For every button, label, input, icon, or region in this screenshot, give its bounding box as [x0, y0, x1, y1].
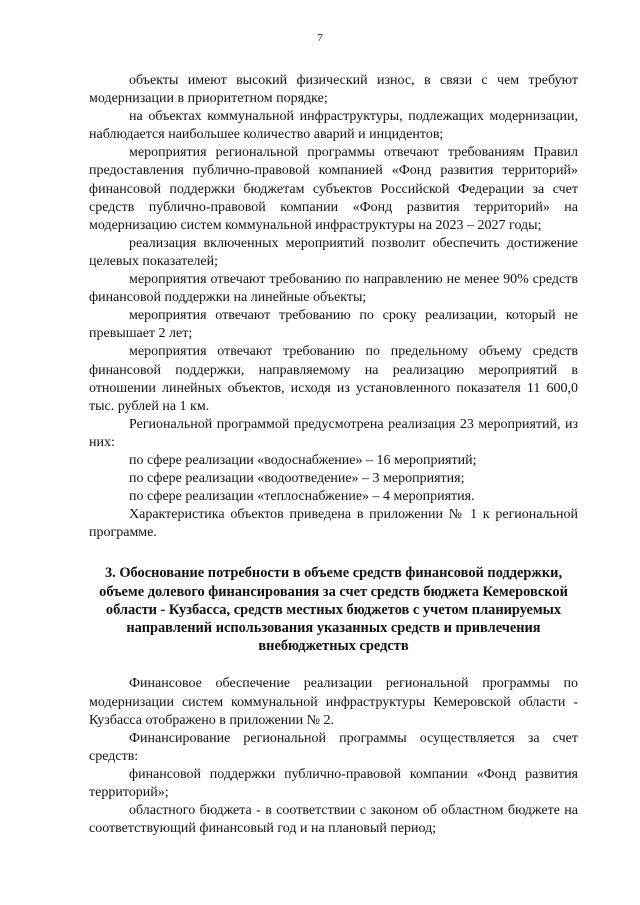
paragraph: мероприятия отвечают требованию по предельному объему средств финансовой поддержки, направляемому на реализацию мероприятий в отношении линейных объектов, исходя из установленного показателя 11 600,0 тыс. рублей на 1 км.: [89, 344, 578, 414]
list-item: по сфере реализации «водоснабжение» – 16 мероприятий;: [129, 452, 477, 468]
section-heading: 3. Обоснование потребности в объеме средств финансовой поддержки, объеме долевого финансирования за счет средств бюджета Кемеровской области - Кузбасса, средств местных бюджетов с учетом планируемых направлений использования указанных средств и привлечения внебюджетных средств: [99, 565, 568, 655]
paragraph: объекты имеют высокий физический износ, в связи с чем требуют модернизации в приоритетном порядке;: [89, 73, 578, 107]
paragraph: на объектах коммунальной инфраструктуры, подлежащих модернизации, наблюдается наибольшее количество аварий и инцидентов;: [89, 109, 578, 143]
list-item: областного бюджета - в соответствии с законом об областном бюджете на соответствующий финансовый год и на плановый период;: [89, 803, 578, 837]
paragraph: мероприятия отвечают требованию по направлению не менее 90% средств финансовой поддержки на линейные объекты;: [89, 272, 578, 306]
paragraph: Финансовое обеспечение реализации региональной программы по модернизации систем коммунальной инфраструктуры Кемеровской области - Кузбасса отображено в приложении № 2.: [89, 676, 578, 728]
list-item: по сфере реализации «водоотведение» – 3 мероприятия;: [129, 471, 465, 487]
page-number: 7: [317, 32, 323, 44]
paragraph: мероприятия отвечают требованию по сроку реализации, который не превышает 2 лет;: [89, 308, 578, 342]
paragraph: мероприятия региональной программы отвечают требованиям Правил предоставления публично-правовой компанией «Фонд развития территорий» финансовой поддержки бюджетам субъектов Российской Федерации за счет средств публично-правовой компании «Фонд развития территорий» на модернизацию систем коммунальной инфраструктуры на 2023 – 2027 годы;: [89, 145, 578, 233]
paragraph: Характеристика объектов приведена в приложении № 1 к региональной программе.: [89, 507, 578, 541]
paragraph: реализация включенных мероприятий позволит обеспечить достижение целевых показателей;: [89, 235, 578, 269]
paragraph: Финансирование региональной программы осуществляется за счет средств:: [89, 730, 578, 764]
list-item: финансовой поддержки публично-правовой компании «Фонд развития территорий»;: [89, 766, 578, 801]
document-body: [89, 72, 578, 838]
paragraph: Региональной программой предусмотрена реализация 23 мероприятий, из них:: [89, 416, 578, 450]
list-item: по сфере реализации «теплоснабжение» – 4 мероприятия.: [129, 489, 475, 505]
